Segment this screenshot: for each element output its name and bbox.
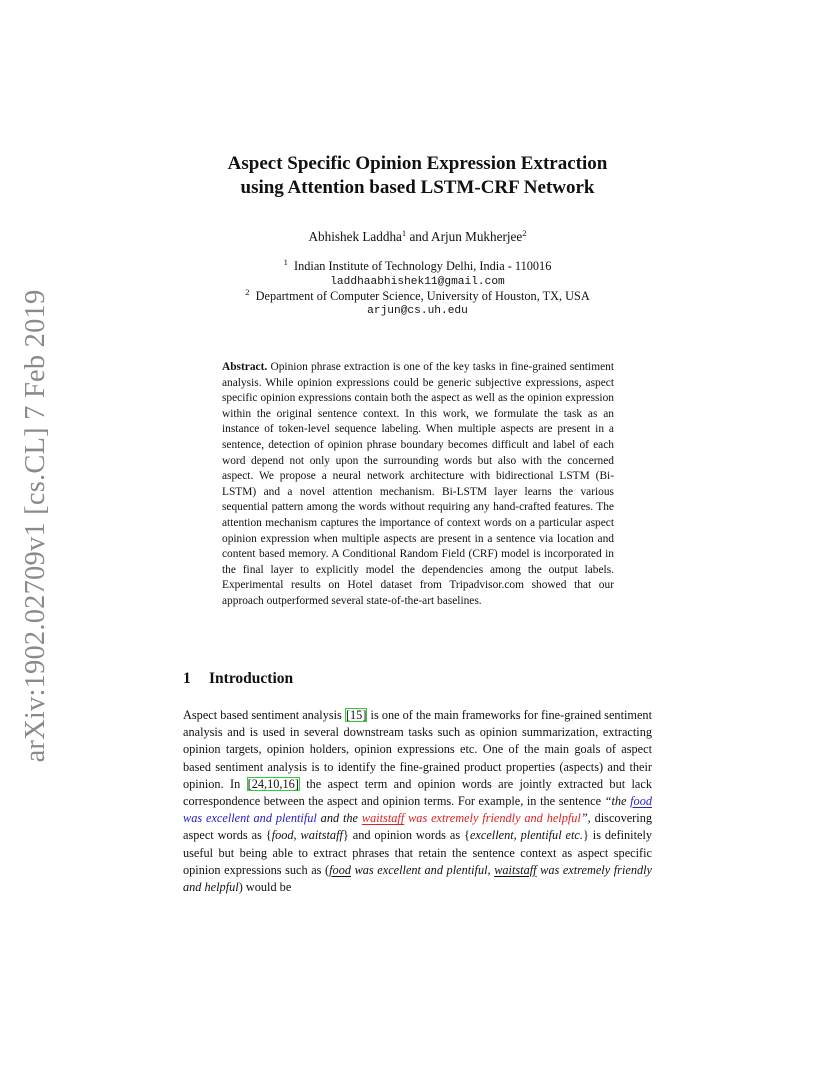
title-line-1: Aspect Specific Opinion Expression Extraction (227, 153, 608, 174)
author-affil-mark: 2 (522, 228, 527, 238)
author-conjunction: and (406, 229, 432, 244)
author-name: Abhishek Laddha (308, 229, 402, 244)
opinion-words: excellent, plentiful etc. (469, 828, 583, 843)
conjunction: and the (316, 811, 362, 826)
opinion-blue: was excellent and plentiful (183, 811, 317, 826)
aspect-waitstaff-example: waitstaff (494, 862, 537, 877)
author-affil-mark: 1 (401, 228, 407, 238)
section-heading (183, 670, 293, 688)
affiliation-1-email[interactable]: laddhaabhishek11@gmail.com (330, 276, 505, 288)
affiliation-2-email[interactable]: arjun@cs.uh.edu (367, 305, 468, 317)
aspect-food-example: food (329, 862, 351, 877)
intro-text: the aspect term and opinion words are jointly extracted but lack correspondence between the aspect and opinion terms. For example, in the sentence (183, 776, 652, 809)
section-title: Introduction (209, 670, 294, 687)
intro-text: Aspect based sentiment analysis (183, 708, 345, 722)
arxiv-stamp-text: arXiv:1902.02709v1 [cs.CL] 7 Feb 2019 (20, 289, 51, 763)
paper-title (183, 152, 652, 200)
abstract-label: Abstract. (222, 361, 268, 373)
intro-text: is one of the main frameworks for fine-grained sentiment analysis and is used in several downstream tasks such as opinion summarization, extracting opinion targets, opinion holders, opinion expressions etc. One of the main goals of aspect based sentiment analysis is to identify the fine-grained product properties (aspects) and their opinion. In (183, 708, 652, 791)
introduction-paragraph (183, 707, 652, 896)
title-line-2: using Attention based LSTM-CRF Network (240, 177, 595, 198)
affil-text: Indian Institute of Technology Delhi, India - 110016 (294, 259, 552, 273)
citation-link[interactable]: [24,10,16] (247, 776, 299, 791)
aspect-words: food, waitstaff (271, 828, 343, 843)
intro-text: } and opinion words as { (342, 828, 470, 843)
expression-text: was excellent and plentiful, (351, 862, 495, 877)
intro-text: ) would be (238, 880, 292, 895)
author-name: Arjun Mukherjee (431, 229, 523, 244)
aspect-food: food (630, 794, 653, 809)
intro-text: discovering aspect words as { (183, 811, 652, 843)
quote-open: “the (604, 794, 631, 809)
quote-close: ”, (580, 811, 591, 826)
expression-text: was extremely friendly and helpful (183, 862, 652, 895)
abstract-text: Opinion phrase extraction is one of the key tasks in fine-grained sentiment analysis. While opinion expressions could be generic subjective expressions, aspect specific opinion expressions contain both the aspect as well as the opinion expression within the original sentence context. In this work, we formulate the task as an instance of token-level sequence labeling. When multiple aspects are present in a sentence, detection of opinion phrase boundary becomes difficult and label of each word depend not only upon the surrounding words but also with the concerned aspect. We propose a neural network architecture with bidirectional LSTM (Bi-LSTM) and a novel attention mechanism. Bi-LSTM layer learns the various sequential pattern among the words without requiring any hand-crafted features. The attention mechanism captures the importance of context words on a particular aspect opinion expression when multiple aspects are present in a sentence via location and content based memory. A Conditional Random Field (CRF) model is incorporated in the final layer to explicitly model the dependencies among the output labels. Experimental results on Hotel dataset from Tripadvisor.com showed that our approach outperformed several state-of-the-art baselines. (222, 361, 614, 607)
affiliation-1 (183, 259, 652, 274)
author-list (183, 229, 652, 245)
intro-text: } is definitely useful but being able to extract phrases that retain the sentence context as aspect specific opinion expressions such as ( (183, 828, 653, 877)
affil-mark: 2 (245, 287, 250, 297)
affil-text: Department of Computer Science, University of Houston, TX, USA (255, 289, 590, 303)
affil-mark: 1 (283, 257, 288, 267)
abstract (222, 360, 614, 610)
section-number: 1 (183, 670, 191, 687)
citation-link[interactable]: [15] (345, 708, 367, 722)
opinion-red: was extremely friendly and helpful (404, 811, 581, 826)
affiliation-2 (183, 289, 652, 304)
aspect-waitstaff: waitstaff (361, 811, 405, 826)
